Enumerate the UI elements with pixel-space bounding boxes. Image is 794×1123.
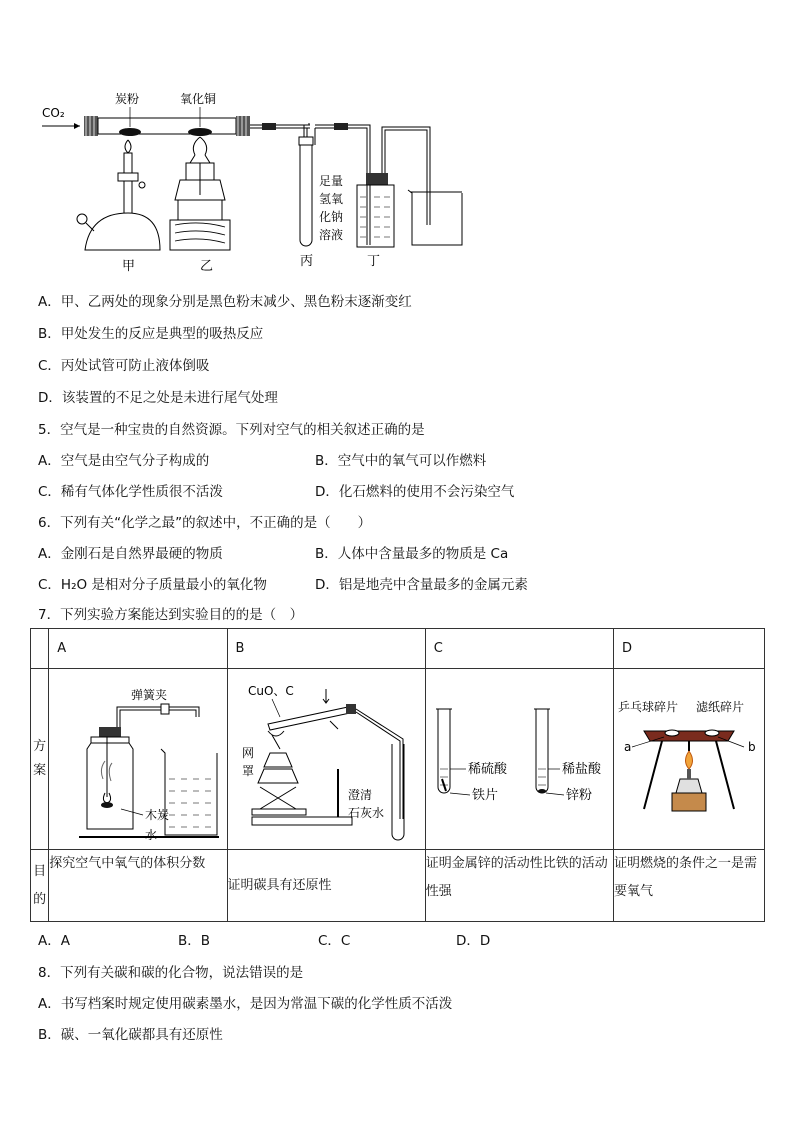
row-label-goal-text: 目的: [33, 863, 47, 907]
label-yi: 乙: [200, 259, 214, 274]
naoh-label-3: 化钠: [319, 210, 344, 224]
label-jia: 甲: [122, 259, 136, 274]
label-a: a: [624, 740, 632, 754]
metal1-label: 铁片: [471, 788, 498, 803]
table-plan-row: [31, 669, 765, 850]
naoh-label-1: 足量: [319, 174, 344, 188]
limewater-label-2: 石灰水: [347, 806, 384, 820]
q7-option-c: C．C: [318, 933, 351, 949]
q6-option-b: B．人体中含量最多的物质是 Ca: [315, 546, 509, 562]
q6-option-a: A．金刚石是自然界最硬的物质: [38, 546, 223, 562]
goal-d: 证明燃烧的条件之一是需要氧气: [614, 850, 765, 922]
goal-c: 证明金属锌的活动性比铁的活动性强: [425, 850, 613, 922]
q7-experiment-table: [30, 628, 765, 922]
header-b: B: [227, 629, 425, 669]
q5-option-b: B．空气中的氧气可以作燃料: [315, 453, 487, 469]
q4-option-d: D．该装置的不足之处是未进行尾气处理: [38, 390, 278, 406]
filter-label: 滤纸碎片: [696, 700, 745, 714]
acid1-label: 稀硫酸: [467, 762, 507, 777]
header-corner: [31, 629, 49, 669]
q4-option-c: C．丙处试管可防止液体倒吸: [38, 358, 210, 374]
q7-stem: 7．下列实验方案能达到实验目的的是（ ）: [38, 607, 304, 623]
header-c: C: [425, 629, 613, 669]
q7-options: [38, 929, 490, 949]
reagents-label: CuO、C: [247, 684, 294, 698]
gauze-label-1: 网: [241, 746, 254, 760]
plan-b-cell: [227, 669, 425, 850]
pingpong-label: 乒乓球碎片: [618, 700, 679, 714]
goal-b: 证明碳具有还原性: [227, 850, 425, 922]
header-a: A: [49, 629, 227, 669]
plan-a-cell: [49, 669, 227, 850]
acid2-label: 稀盐酸: [561, 762, 601, 777]
co2-label: CO₂: [42, 106, 65, 120]
q5-option-c: C．稀有气体化学性质很不活泼: [38, 484, 223, 500]
clip-label: 弹簧夹: [131, 688, 168, 702]
plan-d-cell: [614, 669, 765, 850]
row-label-goal: [31, 850, 49, 922]
naoh-label-4: 溶液: [319, 228, 344, 242]
gauze-label-2: 罩: [241, 764, 254, 778]
plan-c-figure: [426, 669, 608, 845]
plan-b-figure: [228, 669, 420, 845]
table-goal-row: [31, 850, 765, 922]
q8-stem: 8．下列有关碳和碳的化合物，说法错误的是: [38, 965, 304, 981]
co2-reduction-apparatus-figure: [30, 85, 480, 275]
plan-c-cell: [425, 669, 613, 850]
limewater-label-1: 澄清: [347, 788, 372, 802]
q4-option-a: A．甲、乙两处的现象分别是黑色粉末减少、黑色粉末逐渐变红: [38, 294, 412, 310]
charcoal-label: 木炭: [145, 808, 170, 822]
q5-stem: 5．空气是一种宝贵的自然资源。下列对空气的相关叙述正确的是: [38, 422, 425, 438]
row-label-plan-text: 方案: [33, 739, 47, 778]
q7-option-b: B．B: [178, 933, 211, 949]
q6-option-c: C．H₂O 是相对分子质量最小的氧化物: [38, 577, 267, 593]
q7-option-a: A．A: [38, 933, 70, 949]
goal-a: 探究空气中氧气的体积分数: [49, 850, 227, 922]
q5-option-d: D．化石燃料的使用不会污染空气: [315, 484, 515, 500]
q6-option-d: D．铝是地壳中含量最多的金属元素: [315, 577, 528, 593]
q8-option-b: B．碳、一氧化碳都具有还原性: [38, 1027, 223, 1043]
metal2-label: 锌粉: [565, 788, 592, 803]
label-ding: 丁: [367, 254, 381, 269]
label-bing: 丙: [300, 254, 314, 269]
copper-oxide-label: 氧化铜: [180, 92, 217, 106]
q8-option-a: A．书写档案时规定使用碳素墨水，是因为常温下碳的化学性质不活泼: [38, 996, 453, 1012]
q7-option-d: D．D: [456, 933, 491, 949]
plan-a-figure: [49, 669, 221, 845]
header-d: D: [614, 629, 765, 669]
carbon-powder-label: 炭粉: [115, 92, 140, 106]
q5-option-a: A．空气是由空气分子构成的: [38, 453, 210, 469]
row-label-plan: [31, 669, 49, 850]
water-label: 水: [145, 828, 158, 842]
label-b: b: [748, 740, 756, 754]
q6-stem: 6．下列有关“化学之最”的叙述中，不正确的是（ ）: [38, 515, 372, 531]
plan-d-figure: [614, 669, 764, 845]
q4-option-b: B．甲处发生的反应是典型的吸热反应: [38, 326, 264, 342]
naoh-label-2: 氢氧: [319, 192, 344, 206]
table-header-row: [31, 629, 765, 669]
